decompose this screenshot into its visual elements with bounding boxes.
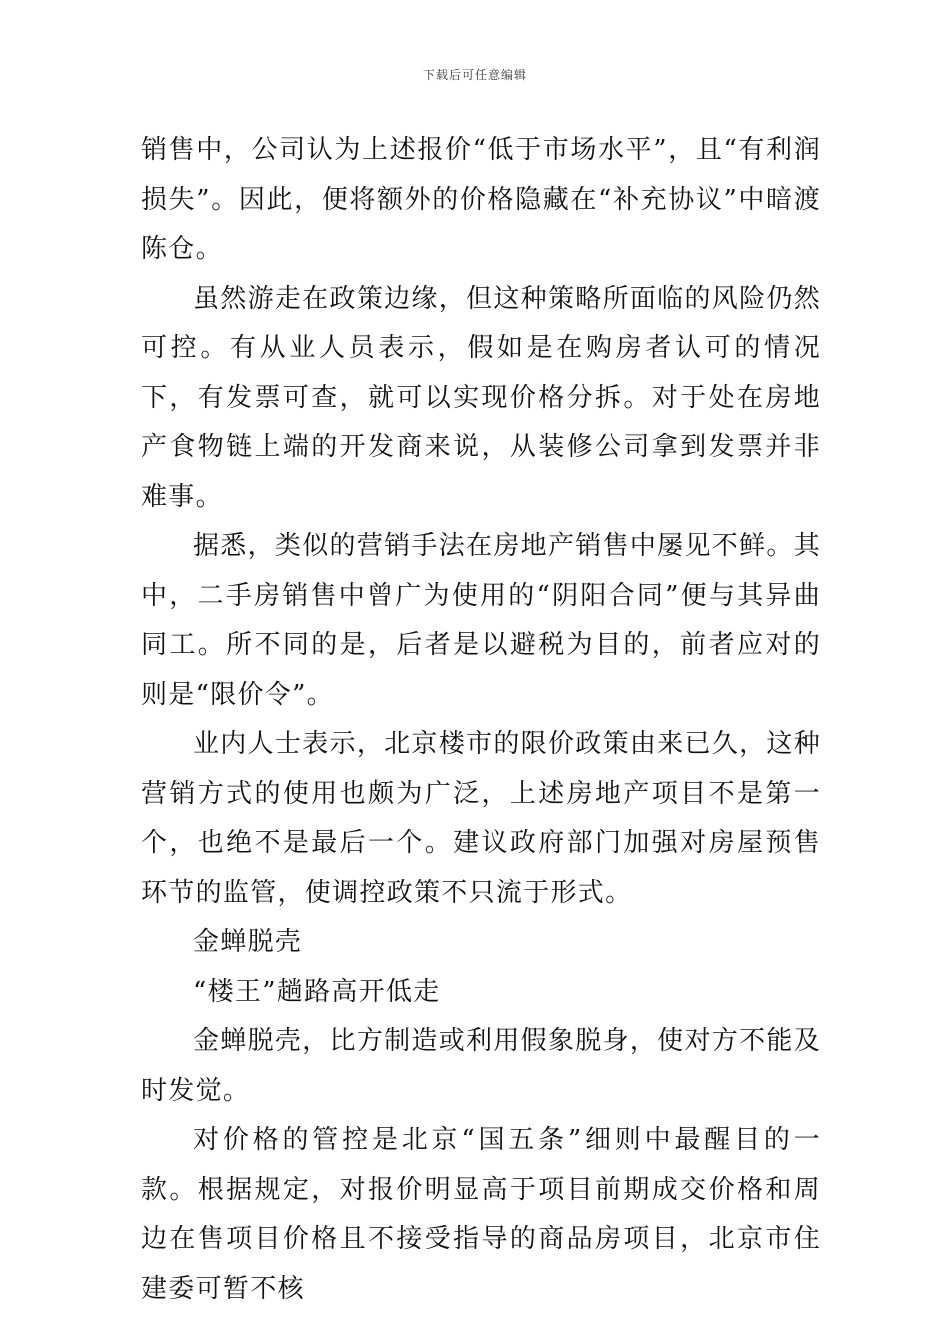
paragraph: 据悉，类似的营销手法在房地产销售中屡见不鲜。其中，二手房销售中曾广为使用的“阴阳合同”便与其异曲同工。所不同的是，后者是以避税为目的，前者应对的则是“限价令”。 (141, 531, 821, 710)
paragraph: 对价格的管控是北京“国五条”细则中最醒目的一款。根据规定，对报价明显高于项目前期成交价格和周边在售项目价格且不接受指导的商品房项目，北京市住建委可暂不核 (141, 1125, 821, 1304)
paragraph: 业内人士表示，北京楼市的限价政策由来已久，这种营销方式的使用也颇为广泛，上述房地产项目不是第一个，也绝不是最后一个。建议政府部门加强对房屋预售环节的监管，使调控政策不只流于形式。 (141, 729, 821, 908)
paragraph: 金蝉脱壳，比方制造或利用假象脱身，使对方不能及时发觉。 (141, 1026, 821, 1106)
section-heading: 金蝉脱壳 (193, 927, 303, 957)
paragraph: 虽然游走在政策边缘，但这种策略所面临的风险仍然可控。有从业人员表示，假如是在购房者认可的情况下，有发票可查，就可以实现价格分拆。对于处在房地产食物链上端的开发商来说，从装修公司拿到发票并非难事。 (141, 283, 821, 512)
section-subheading: “楼王”趟路高开低走 (193, 976, 441, 1007)
paragraph: 销售中，公司认为上述报价“低于市场水平”，且“有利润损失”。因此，便将额外的价格隐藏在“补充协议”中暗渡陈仓。 (141, 135, 821, 264)
header-note: 下载后可任意编辑 (422, 68, 527, 82)
document-body (141, 126, 821, 1314)
